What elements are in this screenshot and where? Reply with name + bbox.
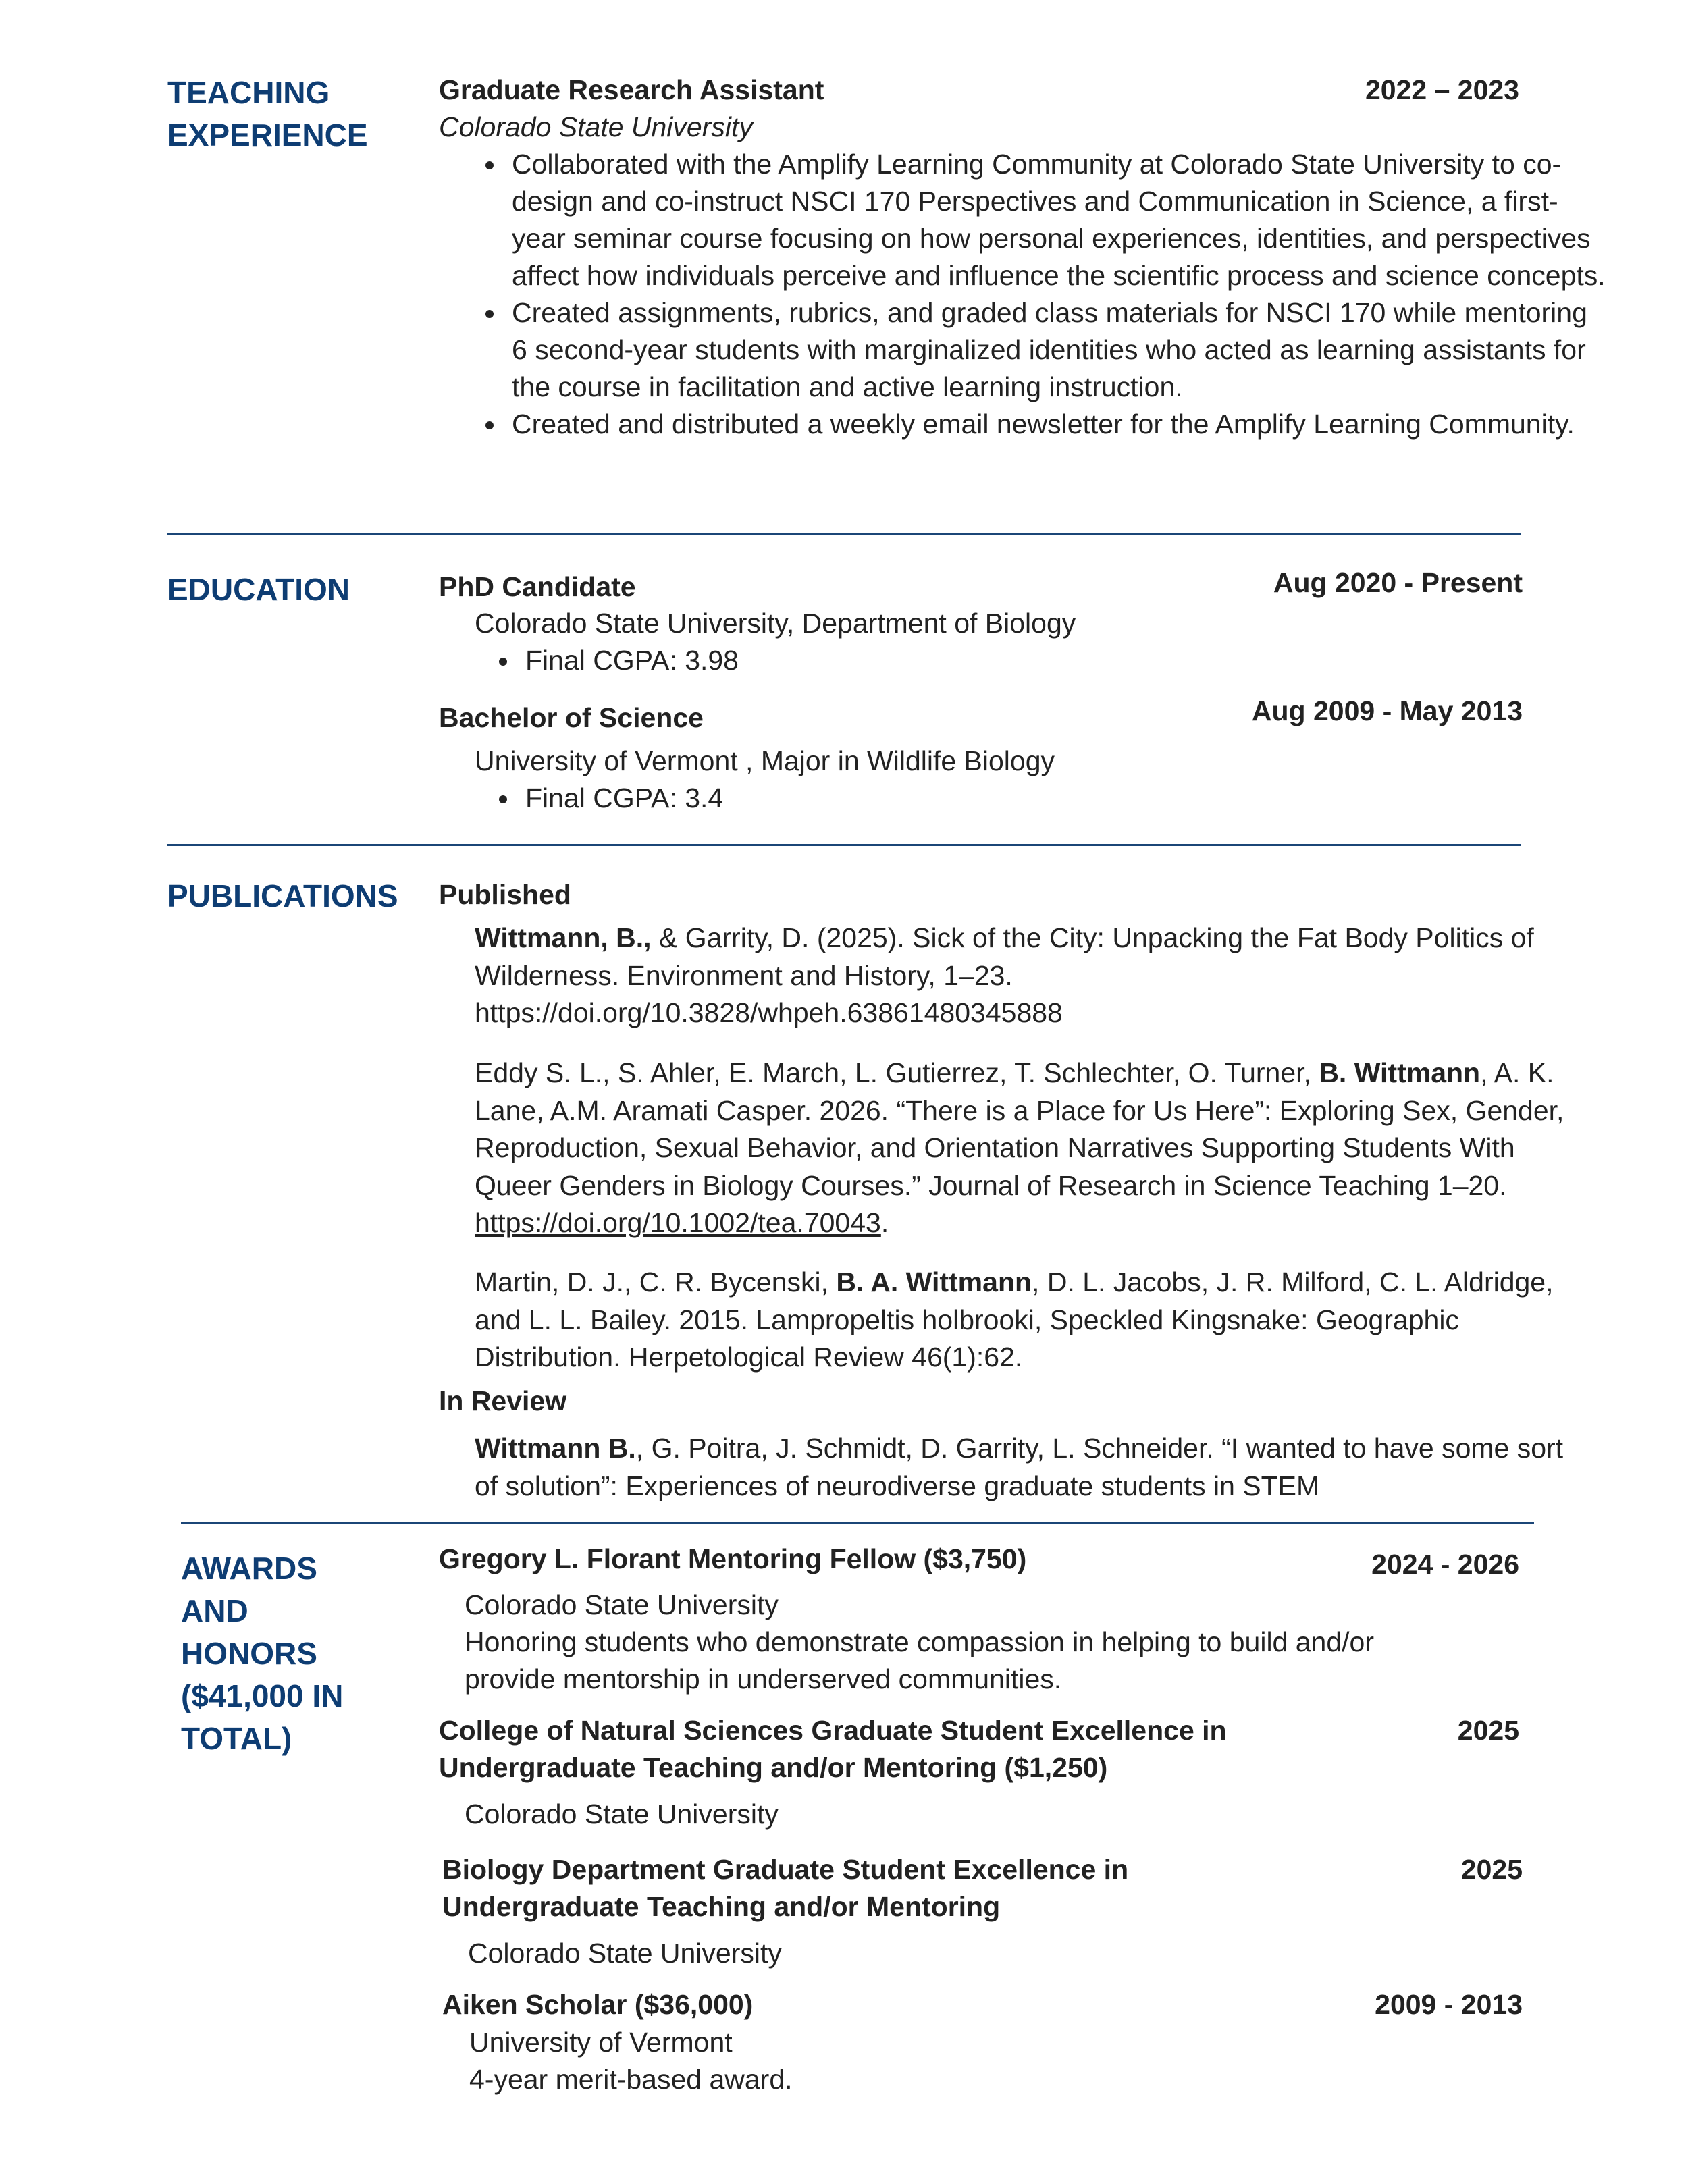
award-organization: University of Vermont (469, 2027, 733, 2058)
award-title: Biology Department Graduate Student Excellence in (442, 1854, 1129, 1885)
author-name: B. A. Wittmann (836, 1267, 1032, 1298)
author-name: Wittmann B. (475, 1433, 636, 1464)
gpa-list (493, 780, 1195, 817)
award-description: Honoring students who demonstrate compassion in helping to build and/or (465, 1626, 1374, 1657)
job-dates: 2022 – 2023 (1365, 74, 1519, 105)
award-organization: Colorado State University (468, 1938, 782, 1969)
award-organization: Colorado State University (465, 1589, 779, 1620)
award-title: Gregory L. Florant Mentoring Fellow ($3,750) (439, 1543, 1027, 1574)
award-title: Undergraduate Teaching and/or Mentoring (442, 1891, 1001, 1922)
award-title: Undergraduate Teaching and/or Mentoring ($1,250) (439, 1752, 1108, 1783)
job-title: Graduate Research Assistant (439, 74, 824, 105)
degree-dates: Aug 2020 - Present (1273, 567, 1523, 598)
publications-subheading-published: Published (439, 879, 571, 910)
award-dates: 2025 (1460, 1854, 1523, 1885)
award-title: Aiken Scholar ($36,000) (442, 1989, 754, 2020)
author-name: B. Wittmann (1319, 1057, 1481, 1088)
section-heading-publications: PUBLICATIONS (167, 878, 398, 913)
list-item: • Created assignments, rubrics, and graded class materials for NSCI 170 while mentoring 6 second-year students with marginalized identities who acted as learning assistants for the course in facilitation and active learning instruction. (506, 294, 1607, 406)
section-heading-education: EDUCATION (167, 572, 350, 607)
section-divider (181, 1522, 1534, 1524)
school-name: Colorado State University, Department of Biology (475, 608, 1076, 639)
degree-title: Bachelor of Science (439, 702, 704, 733)
award-dates: 2025 (1457, 1715, 1519, 1746)
degree-dates: Aug 2009 - May 2013 (1251, 695, 1523, 726)
publication-entry: Martin, D. J., C. R. Bycenski, B. A. Wittmann, D. L. Jacobs, J. R. Milford, C. L. Aldridge, and L. L. Bailey. 2015. Lampropeltis holbrooki, Speckled Kingsnake: Geographic Distribution. Herpetological Review 46(1):62. (475, 1267, 1554, 1373)
section-heading-teaching: TEACHING EXPERIENCE (167, 75, 368, 153)
section-heading-awards: AWARDS AND HONORS ($41,000 IN TOTAL) (181, 1551, 344, 1756)
award-description: provide mentorship in underserved communities. (465, 1663, 1062, 1695)
publication-entry: Wittmann B., G. Poitra, J. Schmidt, D. Garrity, L. Schneider. “I wanted to have some sort of solution”: Experiences of neurodiverse graduate students in STEM (475, 1433, 1564, 1501)
award-description: 4-year merit-based award. (469, 2064, 793, 2095)
list-item: • Created and distributed a weekly email newsletter for the Amplify Learning Community. (506, 406, 1607, 443)
school-name: University of Vermont , Major in Wildlife Biology (475, 745, 1055, 776)
list-item: • Final CGPA: 3.98 (520, 642, 1195, 679)
list-item: • Final CGPA: 3.4 (520, 780, 1195, 817)
award-dates: 2009 - 2013 (1375, 1989, 1523, 2020)
award-dates: 2024 - 2026 (1371, 1549, 1519, 1580)
section-divider (167, 533, 1521, 535)
award-title: College of Natural Sciences Graduate Student Excellence in (439, 1715, 1227, 1746)
publication-entry: Wittmann, B., & Garrity, D. (2025). Sick of the City: Unpacking the Fat Body Politics of Wilderness. Environment and History, 1–23. https://doi.org/10.3828/whpeh.63861480345888 (475, 922, 1534, 1028)
doi-link[interactable]: https://doi.org/10.1002/tea.70043 (475, 1207, 881, 1238)
award-organization: Colorado State University (465, 1799, 779, 1830)
list-item: • Collaborated with the Amplify Learning Community at Colorado State University to co-design and co-instruct NSCI 170 Perspectives and Communication in Science, a first-year seminar course focusing on how personal experiences, identities, and perspectives affect how individuals perceive and influence the scientific process and science concepts. (506, 146, 1607, 294)
gpa-list (493, 642, 1195, 679)
publications-subheading-in-review: In Review (439, 1385, 567, 1416)
job-bullet-list (479, 146, 1607, 443)
job-organization: Colorado State University (439, 111, 753, 142)
degree-title: PhD Candidate (439, 571, 636, 602)
publication-entry: Eddy S. L., S. Ahler, E. March, L. Gutierrez, T. Schlechter, O. Turner, B. Wittmann, A. K. Lane, A.M. Aramati Casper. 2026. “There is a Place for Us Here”: Exploring Sex, Gender, Reproduction, Sexual Behavior, and Orientation Narratives Supporting Students With Queer Genders in Biology Courses.” Journal of Research in Science Teaching 1–20. https://doi.org/10.1002/tea.70043. (475, 1057, 1564, 1238)
section-divider (167, 844, 1521, 846)
author-name: Wittmann, B., (475, 922, 652, 953)
